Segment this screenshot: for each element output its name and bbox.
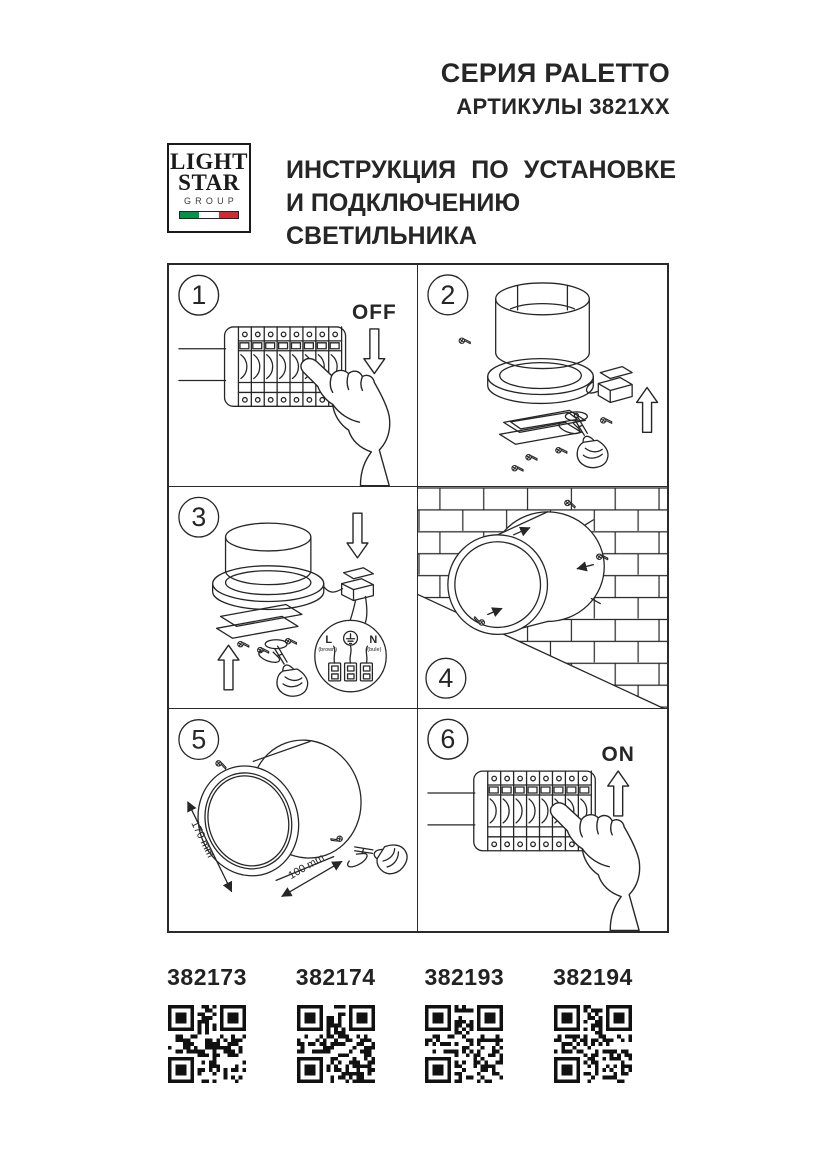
- step-2-illustration: [418, 265, 667, 486]
- step-number: 3: [191, 502, 207, 533]
- down-arrow-icon: [364, 329, 385, 374]
- main-title: [286, 154, 676, 253]
- logo-word-light: LIGHT: [170, 149, 248, 174]
- article-col: [550, 964, 636, 1083]
- italian-flag-icon: [179, 211, 239, 219]
- lamp-shade-drawing: [496, 283, 590, 369]
- article-col: [164, 964, 250, 1083]
- screw-icon: [238, 642, 249, 648]
- screw-icon: [215, 760, 227, 769]
- main-title-line2: И ПОДКЛЮЧЕНИЮ СВЕТИЛЬНИКА: [286, 189, 521, 250]
- step-6-illustration: [418, 709, 667, 931]
- series-title: СЕРИЯ PALETTO: [440, 58, 670, 88]
- step-panel-3: [169, 487, 418, 709]
- articles-row: [164, 964, 636, 1083]
- wiring-detail-callout: [315, 620, 386, 691]
- pointing-hand-icon: [301, 359, 390, 486]
- cable: [587, 382, 598, 394]
- flag-white: [199, 212, 218, 218]
- lightstar-logo: [167, 143, 251, 233]
- step-panel-4: [418, 487, 667, 709]
- gasket-plates-drawing: [500, 410, 586, 444]
- step-3-illustration: [169, 487, 417, 708]
- article-col: [293, 964, 379, 1083]
- screwdriver-hand-icon: [259, 646, 308, 696]
- main-title-line1: ИНСТРУКЦИЯ ПО УСТАНОВКЕ: [286, 156, 676, 184]
- screwdriver-hand-icon: [559, 417, 608, 467]
- dim-depth-label: 100 mm: [286, 852, 327, 883]
- up-arrow-icon: [637, 388, 658, 433]
- qr-code: [297, 1005, 375, 1083]
- step-panel-2: [418, 265, 667, 487]
- neutral-note: (bule): [367, 647, 382, 654]
- neutral-label: N: [369, 634, 378, 647]
- step-number: 5: [191, 724, 207, 755]
- on-label: ON: [601, 743, 635, 767]
- logo-word-star: STAR: [178, 170, 240, 195]
- step-number: 4: [438, 663, 454, 694]
- step-panel-5: [169, 709, 418, 931]
- flag-green: [180, 212, 199, 218]
- step-4-illustration: [418, 487, 667, 708]
- live-label: L: [325, 634, 333, 647]
- lamp-drum-drawing: [213, 523, 324, 609]
- step-number: 1: [191, 280, 207, 311]
- step-panel-6: [418, 709, 667, 931]
- screw-icon: [512, 465, 523, 471]
- screw-icon: [601, 418, 612, 424]
- step-number: 2: [440, 279, 456, 310]
- mounting-ring-drawing: [488, 359, 594, 404]
- qr-code: [425, 1005, 503, 1083]
- screw-icon: [331, 835, 343, 844]
- article-number: 382193: [424, 964, 505, 990]
- up-arrow-icon: [608, 771, 629, 816]
- screwdriver-hand-icon: [343, 824, 413, 894]
- qr-code: [168, 1005, 246, 1083]
- gasket-plates-drawing: [217, 605, 302, 639]
- dimension-100mm: [282, 852, 342, 896]
- instruction-grid: [167, 263, 669, 933]
- step-number: 6: [440, 724, 456, 755]
- logo-word-group: GROUP: [183, 196, 238, 206]
- live-note: (brown): [318, 647, 338, 654]
- screw-icon: [556, 448, 567, 454]
- screw-icon: [526, 455, 537, 461]
- article-number: 382173: [167, 964, 247, 990]
- screw-icon: [459, 338, 470, 344]
- step-panel-1: [169, 265, 418, 487]
- off-label: OFF: [352, 301, 397, 325]
- step-1-illustration: [169, 265, 417, 486]
- articles-subtitle: АРТИКУЛЫ 3821XX: [456, 94, 670, 119]
- down-arrow-icon: [347, 513, 368, 558]
- screw-flange: [265, 640, 287, 649]
- dim-height-label: 170 mm: [188, 819, 217, 860]
- junction-box-drawing: [324, 568, 374, 623]
- qr-code: [554, 1005, 632, 1083]
- step-5-illustration: [169, 709, 417, 931]
- article-number: 382174: [295, 964, 376, 990]
- article-col: [421, 964, 507, 1083]
- up-arrow-icon: [218, 645, 239, 690]
- flag-red: [219, 212, 238, 218]
- pointing-hand-icon: [550, 803, 639, 931]
- article-number: 382194: [553, 964, 633, 990]
